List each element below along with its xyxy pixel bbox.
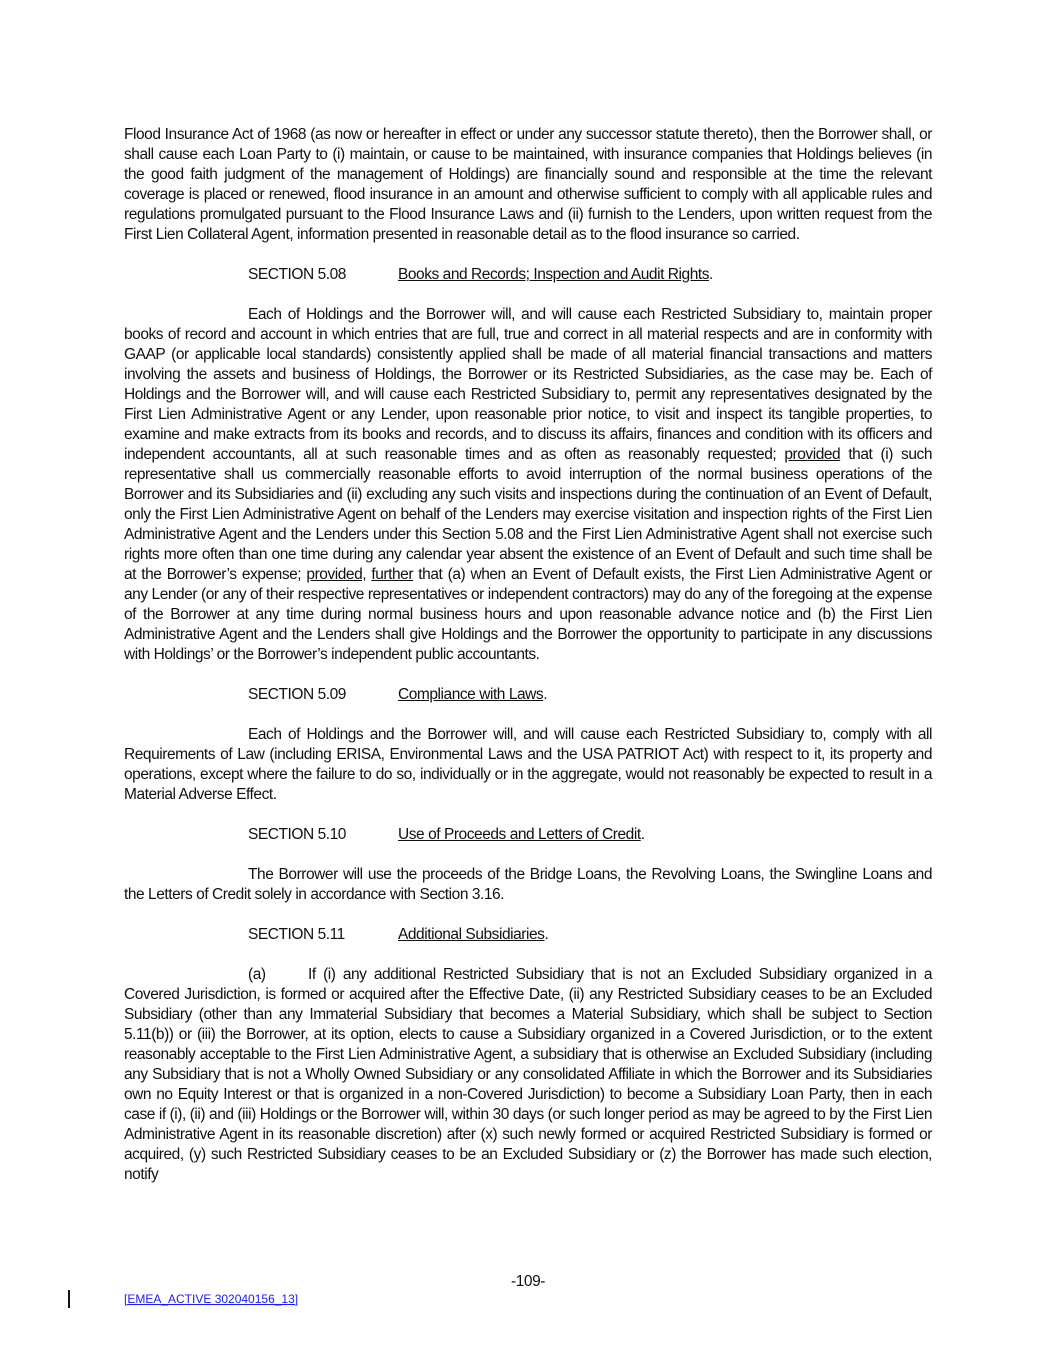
provided-term: provided	[784, 446, 841, 463]
further-term: further	[371, 566, 414, 583]
body-text: that (i) such representative shall us commercially reasonable efforts to avoid interruption of the normal business operations of the Borrower and its Subsidiaries and (ii) excluding any such visits and inspections during the continuation of an Event of Default, only the First Lien Administrative Agent on behalf of the Lenders may exercise visitation and inspection rights of the First Lien Administrative Agent and the Lenders under this Section 5.08 and the First Lien Administrative Agent shall not exercise such rights more often than one time during any calendar year absent the existence of an Event of Default and such time shall be at the Borrower’s expense;	[124, 446, 932, 583]
section-number: SECTION 5.08	[248, 266, 346, 283]
section-5-08-body	[124, 305, 932, 665]
heading-period: .	[709, 266, 713, 283]
change-bar	[68, 1290, 70, 1308]
body-text: Each of Holdings and the Borrower will, and will cause each Restricted Subsidiary to, maintain proper books of record and account in which entries that are full, true and correct in all material respects and are in conformity with GAAP (or applicable local standards) consistently applied shall be made of all material financial transactions and matters involving the assets and business of Holdings, the Borrower or its Restricted Subsidiaries, as the case may be. Each of Holdings and the Borrower will, and will cause each Restricted Subsidiary to, permit any representatives designated by the First Lien Administrative Agent or any Lender, upon reasonable prior notice, to visit and inspect its tangible properties, to examine and make extracts from its books and records, and to discuss its affairs, finances and condition with its officers and independent accountants, all at such reasonable times and as often as reasonably requested;	[124, 306, 932, 463]
section-5-09-heading	[248, 685, 932, 705]
section-number: SECTION 5.10	[248, 826, 346, 843]
section-5-10-heading	[248, 825, 932, 845]
document-body	[124, 125, 932, 1185]
section-number: SECTION 5.11	[248, 926, 345, 943]
heading-period: .	[543, 686, 548, 703]
section-title: Additional Subsidiaries	[398, 926, 545, 943]
heading-period: .	[544, 926, 549, 943]
section-title: Use of Proceeds and Letters of Credit	[398, 826, 641, 843]
section-5-10-body: The Borrower will use the proceeds of the Bridge Loans, the Revolving Loans, the Swingline Loans and the Letters of Credit solely in accordance with Section 3.16.	[124, 866, 932, 903]
body-text: If (i) any additional Restricted Subsidiary that is not an Excluded Subsidiary organized in a Covered Jurisdiction, is formed or acquired after the Effective Date, (ii) any Restricted Subsidiary ceases to be an Excluded Subsidiary (other than any Immaterial Subsidiary that becomes a Material Subsidiary, which shall be subject to Section 5.11(b)) or (iii) the Borrower, at its option, elects to cause a Subsidiary organized in a Covered Jurisdiction, or to the extent reasonably acceptable to the First Lien Administrative Agent, a subsidiary that is otherwise an Excluded Subsidiary (including any Subsidiary that is not a Wholly Owned Subsidiary or any consolidated Affiliate in which the Borrower and its Subsidiaries own no Equity Interest or that is organized in a non-Covered Jurisdiction) to become a Subsidiary Loan Party, then in each case if (i), (ii) and (iii) Holdings or the Borrower will, within 30 days (or such longer period as may be agreed to by the First Lien Administrative Agent in its reasonable discretion) after (x) such newly formed or acquired Restricted Subsidiary is formed or acquired, (y) such Restricted Subsidiary ceases to be an Excluded Subsidiary or (z) the Borrower has made such election, notify	[124, 966, 932, 1183]
section-5-11-heading	[248, 925, 932, 945]
clause-label: (a)	[248, 966, 266, 983]
body-text: that (a) when an Event of Default exists, the First Lien Administrative Agent or any Lender (or any of their respective representatives or independent contractors) may do any of the foregoing at the expense of the Borrower at any time during normal business hours and upon reasonable advance notice and (b) the First Lien Administrative Agent and the Lenders shall give Holdings and the Borrower the opportunity to participate in any discussions with Holdings’ or the Borrower’s independent public accountants.	[124, 566, 933, 663]
document-reference-link[interactable]: [EMEA_ACTIVE 302040156_13]	[124, 1292, 299, 1306]
section-title: Books and Records; Inspection and Audit Rights	[398, 266, 710, 283]
section-5-11-a-body	[124, 965, 932, 1185]
section-5-09-body: Each of Holdings and the Borrower will, and will cause each Restricted Subsidiary to, comply with all Requirements of Law (including ERISA, Environmental Laws and the USA PATRIOT Act) with respect to it, its property and operations, except where the failure to do so, individually or in the aggregate, would not reasonably be expected to result in a Material Adverse Effect.	[124, 726, 932, 803]
provided-term: provided,	[306, 566, 367, 583]
heading-period: .	[640, 826, 645, 843]
section-title: Compliance with Laws	[398, 686, 544, 703]
page-number: -109-	[511, 1273, 545, 1290]
section-number: SECTION 5.09	[248, 686, 346, 703]
paragraph-flood-insurance: Flood Insurance Act of 1968 (as now or hereafter in effect or under any successor statute thereto), then the Borrower shall, or shall cause each Loan Party to (i) maintain, or cause to be maintained, with insurance companies that Holdings believes (in the good faith judgment of the management of Holdings) are financially sound and responsible at the time the relevant coverage is placed or renewed, flood insurance in an amount and otherwise sufficient to comply with all applicable rules and regulations promulgated pursuant to the Flood Insurance Laws and (ii) furnish to the Lenders, upon written request from the First Lien Collateral Agent, information presented in reasonable detail as to the flood insurance so carried.	[124, 126, 932, 243]
section-5-08-heading	[248, 265, 932, 285]
